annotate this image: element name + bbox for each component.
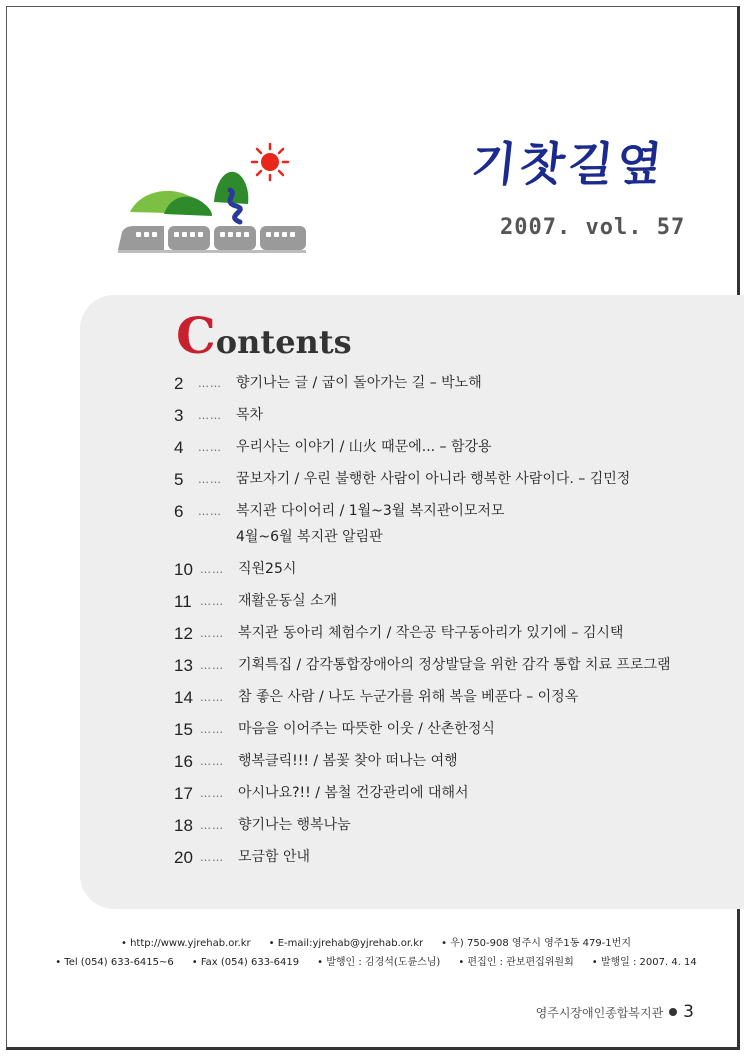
email-link[interactable]: • E-mail:yjrehab@yjrehab.or.kr (268, 938, 424, 949)
tel-text: • Tel (054) 633-6415~6 (55, 957, 174, 968)
toc-title: 향기나는 글 / 굽이 돌아가는 길 – 박노해 (236, 375, 482, 391)
toc-leader: …… (198, 409, 222, 422)
toc-title: 참 좋은 사람 / 나도 누군가를 위해 복을 베푼다 – 이정옥 (238, 689, 579, 705)
contents-heading-rest: ontents (215, 323, 352, 361)
toc-leader: …… (200, 851, 224, 864)
toc-title: 복지관 동아리 체험수기 / 작은공 탁구동아리가 있기에 – 김시택 (238, 625, 624, 641)
toc-title: 행복클릭!!! / 봄꽃 찾아 떠나는 여행 (238, 753, 458, 769)
toc-title: 우리사는 이야기 / 山火 때문에... – 함강용 (236, 439, 492, 455)
magazine-title: 기찻길옆 (468, 137, 669, 191)
toc-leader: …… (198, 473, 222, 486)
toc-page-number: 14 (174, 688, 193, 707)
toc-leader: …… (200, 691, 224, 704)
toc-title: 향기나는 행복나눔 (238, 817, 351, 833)
toc-page-number: 15 (174, 720, 193, 739)
toc-page-number: 20 (174, 848, 193, 867)
toc-page-number: 5 (174, 470, 184, 489)
fax-text: • Fax (054) 633-6419 (191, 957, 300, 968)
toc-leader: …… (200, 723, 224, 736)
contents-heading-initial: C (176, 306, 216, 365)
toc-leader: …… (198, 377, 222, 390)
homepage-link[interactable]: • http://www.yjrehab.or.kr (121, 938, 251, 949)
toc-leader: …… (200, 819, 224, 832)
table-of-contents (174, 374, 734, 880)
issue-date-text: • 발행일 : 2007. 4. 14 (591, 957, 697, 968)
toc-leader: …… (198, 505, 222, 518)
toc-item[interactable] (174, 848, 734, 880)
publication-footer (0, 934, 752, 972)
toc-leader: …… (200, 563, 224, 576)
toc-title: 모금함 안내 (238, 849, 311, 865)
toc-leader: …… (200, 595, 224, 608)
toc-page-number: 10 (174, 560, 193, 579)
contents-heading (176, 306, 352, 365)
toc-title: 직원25시 (238, 561, 297, 577)
toc-leader: …… (198, 441, 222, 454)
toc-page-number: 17 (174, 784, 193, 803)
toc-title: 목차 (236, 407, 264, 423)
toc-page-number: 11 (174, 592, 192, 611)
toc-title (236, 498, 504, 550)
toc-title: 재활운동실 소개 (238, 593, 338, 609)
toc-leader: …… (200, 787, 224, 800)
toc-title: 꿈보자기 / 우린 불행한 사람이 아니라 행복한 사람이다. – 김민정 (236, 471, 631, 487)
toc-title-line2: 4월~6월 복지관 알림판 (236, 529, 383, 545)
toc-page-number: 3 (174, 406, 184, 425)
toc-title-line1: 복지관 다이어리 / 1월~3월 복지관이모저모 (236, 503, 505, 519)
toc-title: 마음을 이어주는 따뜻한 이웃 / 산촌한정식 (238, 721, 495, 737)
toc-page-number: 16 (174, 752, 193, 771)
toc-page-number: 4 (174, 438, 184, 457)
toc-title: 기획특집 / 감각통합장애아의 정상발달을 위한 감각 통합 치료 프로그램 (238, 657, 671, 673)
toc-leader: …… (200, 659, 224, 672)
organization-name: 영주시장애인종합복지관 (535, 1005, 664, 1020)
footer-line-2 (0, 953, 752, 972)
page-footer (536, 1002, 694, 1022)
sun-icon (252, 144, 288, 180)
toc-page-number: 2 (174, 374, 184, 393)
editor-text: • 편집인 : 관보편집위원회 (458, 957, 574, 968)
address-text: • 우) 750-908 영주시 영주1동 479-1번지 (441, 938, 631, 949)
footer-line-1 (0, 934, 752, 953)
magazine-issue: 2007. vol. 57 (500, 215, 686, 240)
train-hills-logo (112, 140, 312, 262)
toc-item[interactable] (174, 502, 734, 560)
toc-leader: …… (200, 755, 224, 768)
toc-page-number: 13 (174, 656, 193, 675)
publisher-text: • 발행인 : 김경석(도륜스님) (317, 957, 441, 968)
toc-page-number: 6 (174, 502, 184, 521)
toc-leader: …… (200, 627, 224, 640)
bullet-icon (669, 1008, 677, 1016)
toc-page-number: 18 (174, 816, 193, 835)
toc-title: 아시나요?!! / 봄철 건강관리에 대해서 (238, 785, 469, 801)
train-icon (118, 226, 306, 253)
toc-page-number: 12 (174, 624, 193, 643)
page-number: 3 (683, 1002, 694, 1022)
